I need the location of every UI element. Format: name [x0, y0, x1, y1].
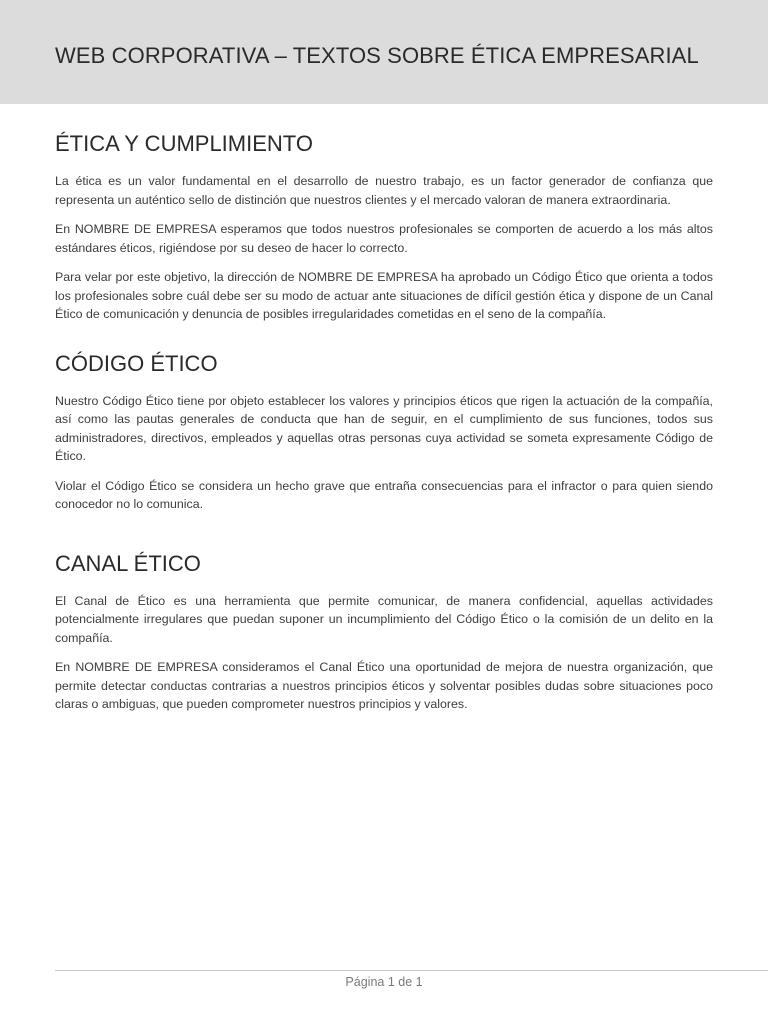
- paragraph: En NOMBRE DE EMPRESA esperamos que todos nuestros profesionales se comporten de acuerdo a los más altos estándares éticos, rigiéndose por su deseo de hacer lo correcto.: [55, 222, 713, 255]
- paragraph: Violar el Código Ético se considera un hecho grave que entraña consecuencias para el infractor o para quien siendo conocedor no lo comunica.: [55, 478, 713, 511]
- paragraph: El Canal de Ético es una herramienta que permite comunicar, de manera confidencial, aquellas actividades potencialmente irregulares que puedan suponer un incumplimiento del Código Ético o la comisión de un delito en la compañía.: [55, 593, 713, 645]
- paragraph: En NOMBRE DE EMPRESA consideramos el Canal Ético una oportunidad de mejora de nuestra organización, que permite detectar conductas contrarias a nuestros principios éticos y solventar posibles dudas sobre situaciones poco claras o ambiguas, que pueden comprometer nuestros principios y valores.: [55, 660, 713, 711]
- paragraph: Para velar por este objetivo, la dirección de NOMBRE DE EMPRESA ha aprobado un Código Ético que orienta a todos los profesionales sobre cuál debe ser su modo de actuar ante situaciones de difícil gestión ética y dispone de un Canal Ético de comunicación y denuncia de posibles irregularidades cometidas en el seno de la compañía.: [55, 270, 713, 321]
- document-body: [55, 128, 713, 725]
- section-codigo-etico: [55, 348, 713, 514]
- section-etica-y-cumplimiento: [55, 128, 713, 324]
- section-canal-etico: [55, 548, 713, 714]
- paragraph: Nuestro Código Ético tiene por objeto establecer los valores y principios éticos que rigen la actuación de la compañía, así como las pautas generales de conducta que han de seguir, en el cumplimiento de sus funciones, todos sus administradores, directivos, empleados y aquellas otras personas cuya actividad se someta expresamente Código de Ético.: [55, 393, 713, 463]
- page-number: Página 1 de 1: [345, 975, 423, 989]
- paragraph: La ética es un valor fundamental en el desarrollo de nuestro trabajo, es un factor generador de confianza que representa un auténtico sello de distinción que nuestros clientes y el mercado valoran de manera extraordinaria.: [55, 174, 713, 207]
- section-heading: ÉTICA Y CUMPLIMIENTO: [55, 131, 313, 156]
- footer-divider: [55, 970, 768, 971]
- document-title: WEB CORPORATIVA – TEXTOS SOBRE ÉTICA EMPRESARIAL: [55, 43, 699, 68]
- page-header: [0, 0, 768, 104]
- section-heading: CANAL ÉTICO: [55, 550, 201, 576]
- section-heading: CÓDIGO ÉTICO: [55, 350, 218, 376]
